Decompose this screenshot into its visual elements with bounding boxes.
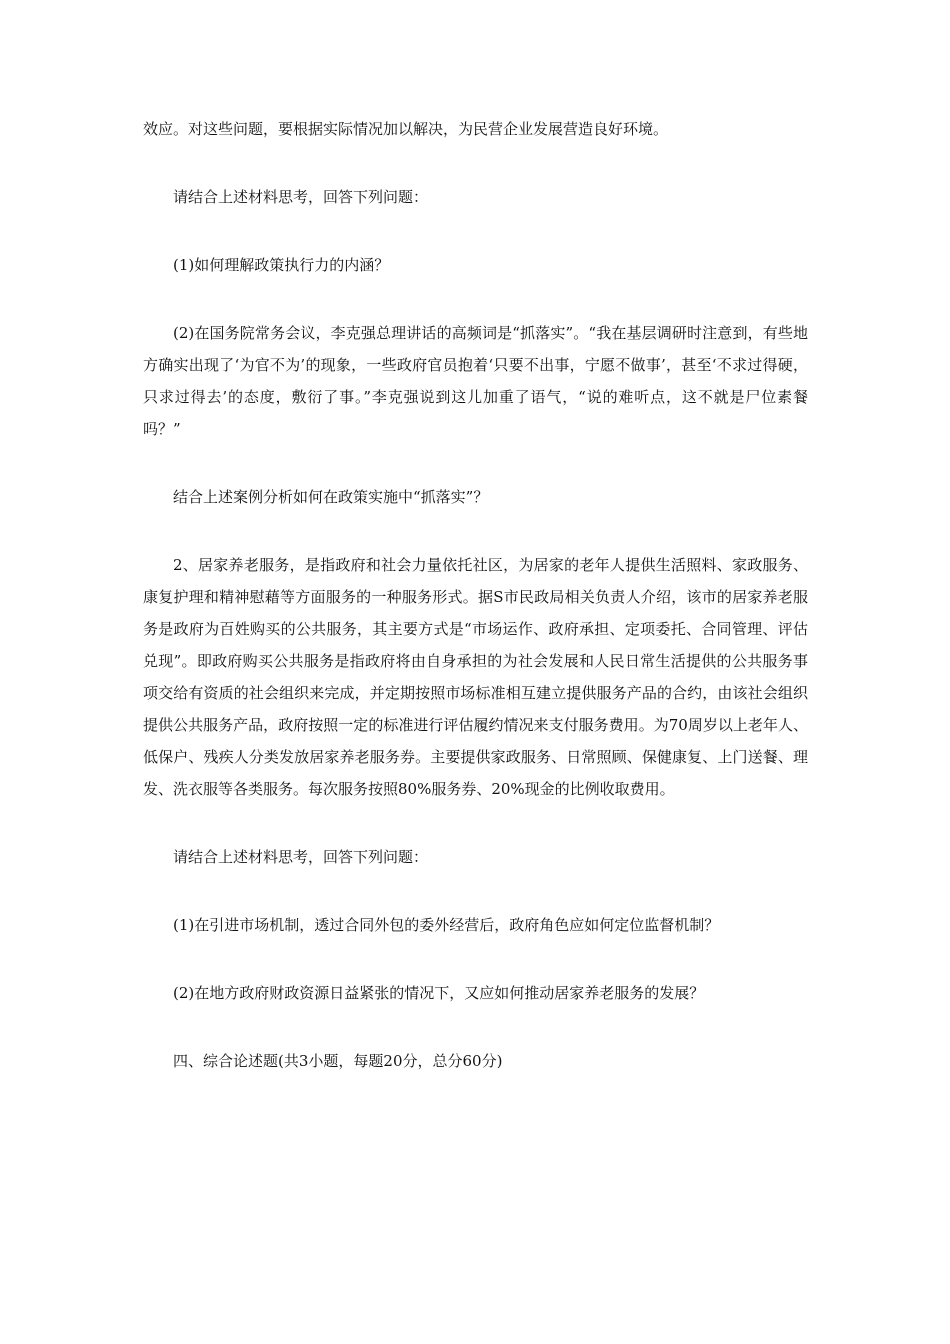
document-body [143,113,808,1077]
question-2-1: (1)在引进市场机制，透过合同外包的委外经营后，政府角色应如何定位监督机制？ [173,916,720,934]
paragraph-instruction: 请结合上述材料思考，回答下列问题： [173,188,429,206]
question-1-2: (2)在国务院常务会议，李克强总理讲话的高频词是“抓落实”。“我在基层调研时注意到，有些地方确实出现了‘为官不为’的现象，一些政府官员抱着‘只要不出事，宁愿不做事’，甚至‘不求过得硬，只求过得去’的态度，敷衍了事。”李克强说到这儿加重了语气，“说的难听点，这不就是尸位素餐吗？” [143,324,808,438]
paragraph-continuation: 效应。对这些问题，要根据实际情况加以解决，为民营企业发展营造良好环境。 [143,120,669,138]
paragraph-case-question: 结合上述案例分析如何在政策实施中“抓落实”？ [173,488,489,506]
paragraph-case-2: 2、居家养老服务，是指政府和社会力量依托社区，为居家的老年人提供生活照料、家政服务、康复护理和精神慰藉等方面服务的一种服务形式。据S市民政局相关负责人介绍，该市的居家养老服务是政府为百姓购买的公共服务，其主要方式是“市场运作、政府承担、定项委托、合同管理、评估兑现”。即政府购买公共服务是指政府将由自身承担的为社会发展和人民日常生活提供的公共服务事项交给有资质的社会组织来完成，并定期按照市场标准相互建立提供服务产品的合约，由该社会组织提供公共服务产品，政府按照一定的标准进行评估履约情况来支付服务费用。为70周岁以上老年人、低保户、残疾人分类发放居家养老服务券。主要提供家政服务、日常照顾、保健康复、上门送餐、理发、洗衣服等各类服务。每次服务按照80%服务券、20%现金的比例收取费用。 [143,556,808,798]
paragraph-instruction-2: 请结合上述材料思考，回答下列问题： [173,848,429,866]
question-2-2: (2)在地方政府财政资源日益紧张的情况下，又应如何推动居家养老服务的发展？ [173,984,705,1002]
section-heading: 四、综合论述题(共3小题，每题20分，总分60分) [173,1052,503,1070]
question-1-1: (1)如何理解政策执行力的内涵？ [173,256,390,274]
